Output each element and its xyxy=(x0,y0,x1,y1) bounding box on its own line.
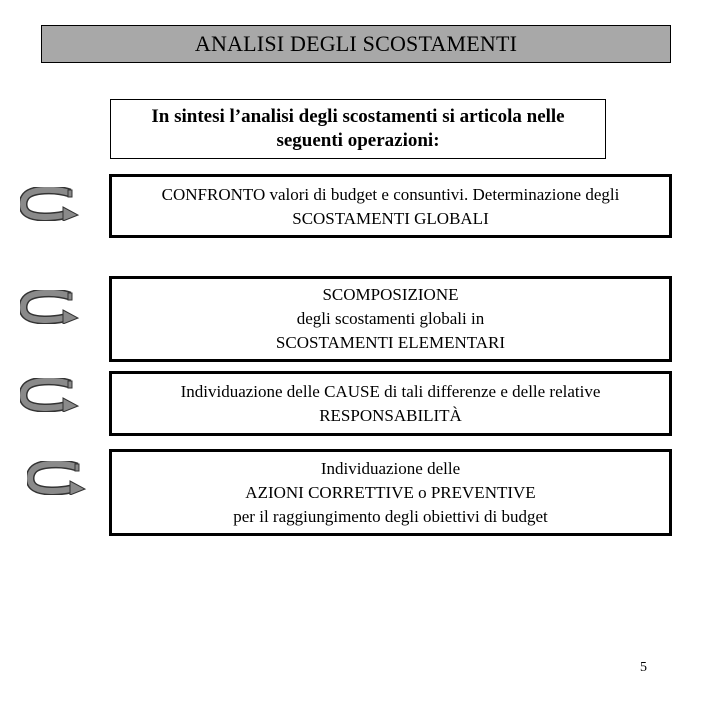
page-title-text: ANALISI DEGLI SCOSTAMENTI xyxy=(194,31,518,56)
step-text: CONFRONTO valori di budget e consuntivi. Determinazione degli SCOSTAMENTI GLOBALI xyxy=(161,185,620,228)
cycle-arrow-icon xyxy=(20,187,80,221)
step-cause xyxy=(109,371,672,436)
step-text: Individuazione delle AZIONI CORRETTIVE o PREVENTIVE per il raggiungimento degli obiettivi di budget xyxy=(233,458,548,526)
intro-text: In sintesi l’analisi degli scostamenti si articola nelle seguenti operazioni: xyxy=(151,106,565,151)
page-title xyxy=(41,25,671,63)
step-text: SCOMPOSIZIONE degli scostamenti globali in SCOSTAMENTI ELEMENTARI xyxy=(275,285,506,352)
cycle-arrow-icon xyxy=(20,290,80,324)
cycle-arrow-icon xyxy=(20,378,80,412)
step-scomposizione xyxy=(109,276,672,362)
intro-box xyxy=(110,99,606,159)
cycle-arrow-icon xyxy=(27,461,87,495)
step-confronto xyxy=(109,174,672,238)
step-azioni xyxy=(109,449,672,536)
page-number: 5 xyxy=(640,660,647,675)
step-text: Individuazione delle CAUSE di tali differenze e delle relative RESPONSABILITÀ xyxy=(180,381,601,425)
